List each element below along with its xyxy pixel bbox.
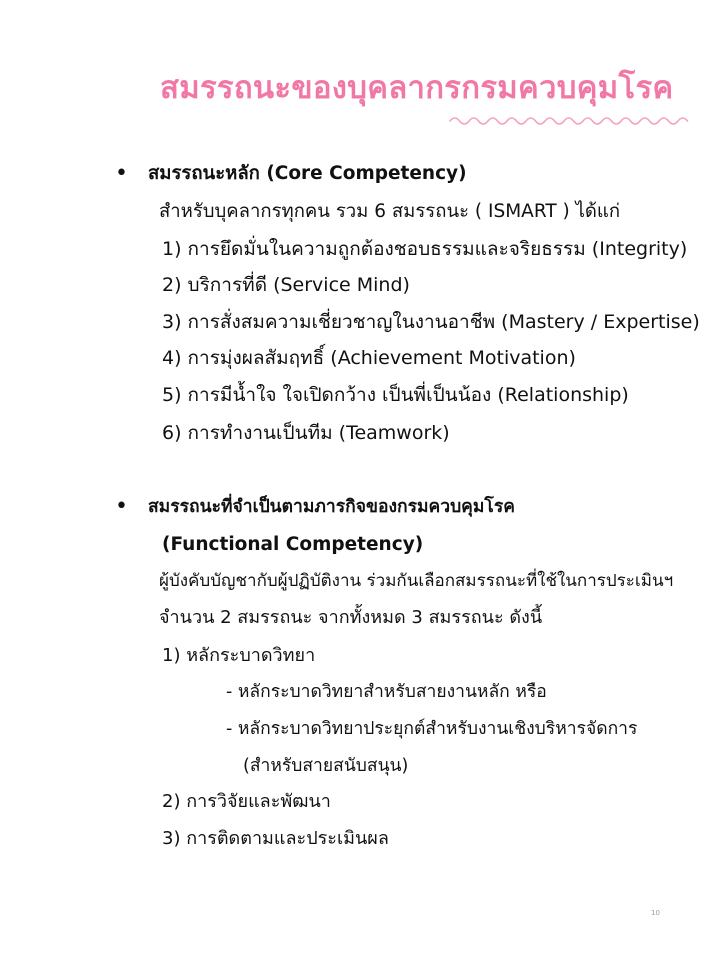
functional-intro-line-2: จำนวน 2 สมรรถนะ จากทั้งหมด 3 สมรรถนะ ดังนี้: [159, 607, 543, 628]
functional-competency-heading: สมรรถนะที่จำเป็นตามภารกิจของกรมควบคุมโรค: [148, 497, 515, 517]
page-number: 10: [651, 909, 660, 917]
bullet-functional: •: [115, 494, 128, 519]
core-item-achievement: 4) การมุ่งผลสัมฤทธิ์ (Achievement Motivation): [162, 347, 576, 369]
bullet-core: •: [115, 161, 128, 186]
core-item-integrity: 1) การยึดมั่นในความถูกต้องชอบธรรมและจริยธรรม (Integrity): [162, 238, 688, 260]
functional-subitem-applied: - หลักระบาดวิทยาประยุกต์สำหรับงานเชิงบริหารจัดการ: [226, 719, 638, 739]
functional-item-epidemiology: 1) หลักระบาดวิทยา: [162, 645, 316, 666]
functional-subitem-core-line: - หลักระบาดวิทยาสำหรับสายงานหลัก หรือ: [226, 682, 547, 702]
functional-competency-heading-en: (Functional Competency): [162, 534, 424, 555]
decorative-wave-underline: [448, 110, 692, 132]
core-competency-intro: สำหรับบุคลากรทุกคน รวม 6 สมรรถนะ ( ISMART ) ได้แก่: [159, 201, 621, 222]
functional-item-research: 2) การวิจัยและพัฒนา: [162, 791, 331, 812]
functional-subitem-applied-cont: (สำหรับสายสนับสนุน): [243, 756, 409, 776]
functional-item-evaluation: 3) การติดตามและประเมินผล: [162, 828, 389, 849]
core-item-relationship: 5) การมีน้ำใจ ใจเปิดกว้าง เป็นพี่เป็นน้อง (Relationship): [162, 384, 629, 406]
core-item-service-mind: 2) บริการที่ดี (Service Mind): [162, 274, 410, 296]
core-item-mastery: 3) การสั่งสมความเชี่ยวชาญในงานอาชีพ (Mastery / Expertise): [162, 311, 700, 333]
functional-intro-line-1: ผู้บังคับบัญชากับผู้ปฏิบัติงาน ร่วมกันเลือกสมรรถนะที่ใช้ในการประเมินฯ: [159, 571, 674, 591]
page-title: สมรรถนะของบุคลากรกรมควบคุมโรค: [160, 70, 674, 106]
core-competency-heading: สมรรถนะหลัก (Core Competency): [148, 163, 467, 184]
core-item-teamwork: 6) การทำงานเป็นทีม (Teamwork): [162, 422, 450, 444]
